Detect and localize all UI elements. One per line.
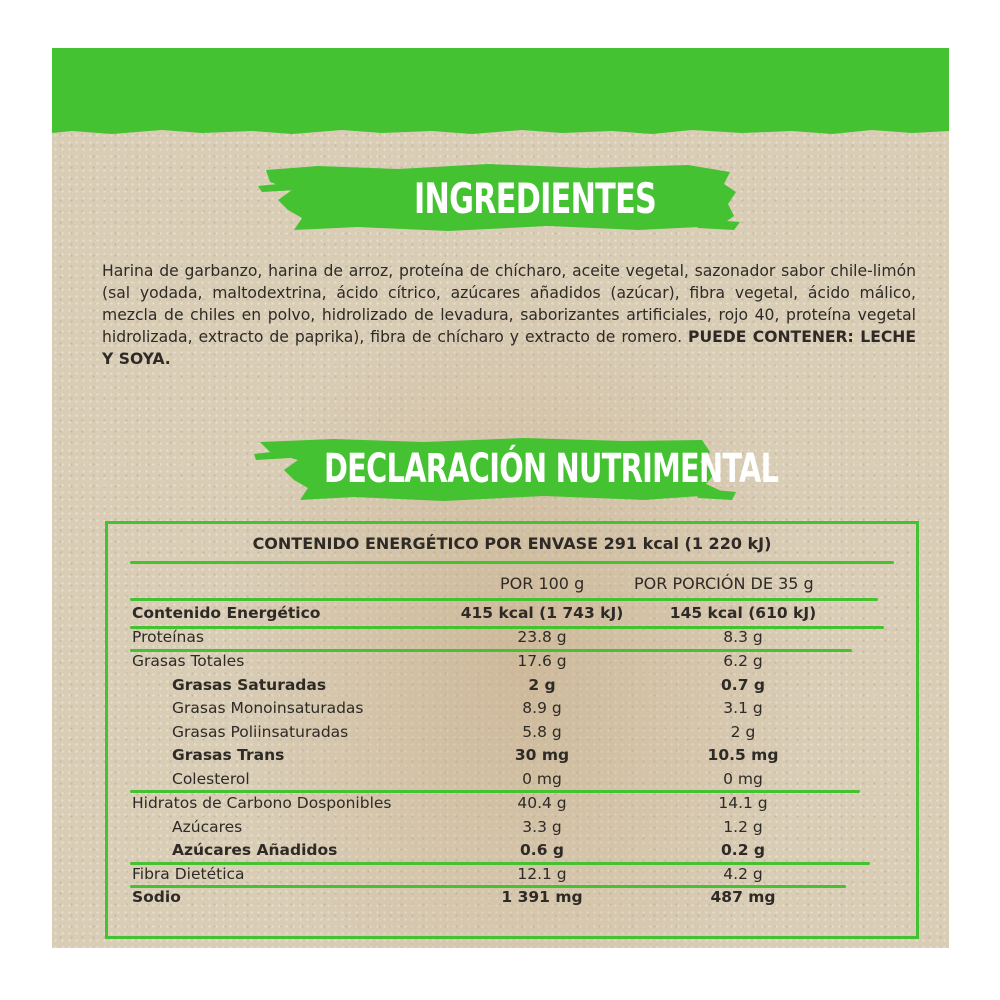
value-per-portion: 1.2 g bbox=[723, 818, 763, 836]
value-per-100g: 30 mg bbox=[514, 746, 570, 764]
nutrition-row-carbohydrates bbox=[108, 794, 916, 816]
nutrient-name: Hidratos de Carbono Dosponibles bbox=[132, 794, 392, 812]
nutrition-row-saturated-fat bbox=[108, 676, 916, 698]
value-per-100g: 1 391 mg bbox=[501, 888, 583, 906]
value-per-100g: 2 g bbox=[528, 676, 556, 694]
nutrient-name: Colesterol bbox=[172, 770, 250, 788]
nutrient-name: Grasas Poliinsaturadas bbox=[172, 723, 349, 741]
nutrition-row-energy bbox=[108, 604, 916, 626]
nutrient-name: Grasas Saturadas bbox=[172, 676, 327, 694]
nutrient-name: Grasas Totales bbox=[132, 652, 245, 670]
value-per-portion: 0.7 g bbox=[721, 676, 765, 694]
nutrient-name: Azúcares Añadidos bbox=[172, 841, 338, 859]
value-per-portion: 3.1 g bbox=[723, 699, 763, 717]
nutrition-row-trans-fat bbox=[108, 746, 916, 768]
value-per-portion: 6.2 g bbox=[723, 652, 763, 670]
table-divider bbox=[130, 790, 860, 793]
value-per-100g: 5.8 g bbox=[522, 723, 562, 741]
value-per-portion: 0.2 g bbox=[721, 841, 765, 859]
nutrition-title: DECLARACIÓN NUTRIMENTAL bbox=[324, 446, 779, 492]
value-per-100g: 0.6 g bbox=[520, 841, 564, 859]
nutrition-row-total-fat bbox=[108, 652, 916, 674]
value-per-100g: 3.3 g bbox=[522, 818, 562, 836]
nutrition-table bbox=[105, 521, 919, 939]
nutrition-row-monounsaturated-fat bbox=[108, 699, 916, 721]
nutrient-name: Grasas Trans bbox=[172, 746, 285, 764]
value-per-portion: 0 mg bbox=[723, 770, 763, 788]
nutrition-row-cholesterol bbox=[108, 770, 916, 792]
value-per-portion: 487 mg bbox=[710, 888, 776, 906]
value-per-100g: 8.9 g bbox=[522, 699, 562, 717]
column-header-per-100g: POR 100 g bbox=[500, 574, 585, 593]
label-panel bbox=[52, 48, 949, 948]
nutrient-name: Proteínas bbox=[132, 628, 204, 646]
nutrient-name: Sodio bbox=[132, 888, 181, 906]
ingredients-text-body: Harina de garbanzo, harina de arroz, proteína de chícharo, aceite vegetal, sazonador sabor chile-limón (sal yodada, maltodextrina, ácido cítrico, azúcares añadidos (azúcar), fibra vegetal, ácido málico, mezcla de chiles en polvo, hidrolizado de levadura, saborizantes artificiales, rojo 40, proteína vegetal hidrolizada, extracto de paprika), fibra de chícharo y extracto de romero. bbox=[102, 262, 916, 346]
value-per-portion: 8.3 g bbox=[723, 628, 763, 646]
value-per-100g: 12.1 g bbox=[517, 865, 567, 883]
value-per-portion: 145 kcal (610 kJ) bbox=[669, 604, 817, 622]
value-per-portion: 14.1 g bbox=[718, 794, 768, 812]
value-per-100g: 23.8 g bbox=[517, 628, 567, 646]
value-per-100g: 40.4 g bbox=[517, 794, 567, 812]
nutrition-row-sodium bbox=[108, 888, 916, 910]
nutrition-row-polyunsaturated-fat bbox=[108, 723, 916, 745]
nutrient-name: Azúcares bbox=[172, 818, 243, 836]
value-per-100g: 17.6 g bbox=[517, 652, 567, 670]
nutrient-name: Contenido Energético bbox=[132, 604, 321, 622]
value-per-portion: 2 g bbox=[730, 723, 756, 741]
table-divider bbox=[130, 561, 894, 564]
value-per-100g: 415 kcal (1 743 kJ) bbox=[460, 604, 624, 622]
nutrition-row-sugars bbox=[108, 818, 916, 840]
energy-per-package: CONTENIDO ENERGÉTICO POR ENVASE 291 kcal (1 220 kJ) bbox=[252, 534, 772, 553]
nutrient-name: Grasas Monoinsaturadas bbox=[172, 699, 364, 717]
ingredients-list bbox=[102, 260, 916, 370]
allergen-warning: PUEDE CONTENER: LECHE Y SOYA. bbox=[102, 328, 916, 368]
value-per-100g: 0 mg bbox=[522, 770, 562, 788]
column-header-per-portion: POR PORCIÓN DE 35 g bbox=[634, 574, 814, 593]
top-green-band bbox=[52, 48, 949, 130]
value-per-portion: 10.5 mg bbox=[707, 746, 779, 764]
nutrition-row-added-sugars bbox=[108, 841, 916, 863]
table-divider bbox=[130, 598, 878, 601]
ingredients-title: INGREDIENTES bbox=[414, 174, 657, 223]
top-band-rough-edge bbox=[52, 128, 949, 136]
value-per-portion: 4.2 g bbox=[723, 865, 763, 883]
nutrition-row-dietary-fiber bbox=[108, 865, 916, 887]
nutrient-name: Fibra Dietética bbox=[132, 865, 245, 883]
nutrition-row-proteins bbox=[108, 628, 916, 650]
